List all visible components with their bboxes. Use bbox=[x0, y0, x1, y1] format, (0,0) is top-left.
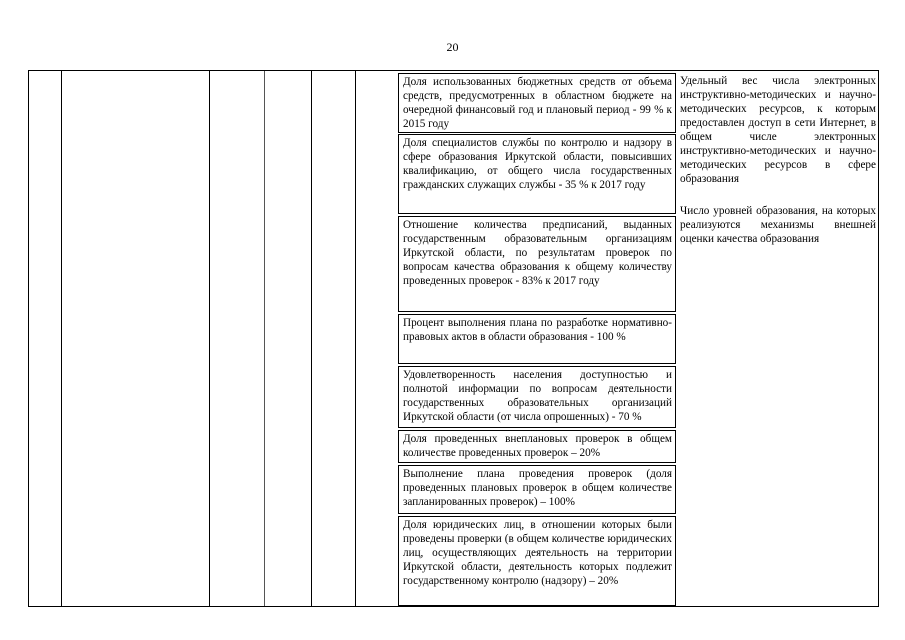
indicator-cell: Выполнение плана проведения проверок (доля проведенных плановых проверок в общем количестве запланированных проверок) – 100% bbox=[398, 465, 676, 514]
target-indicator-text: Число уровней образования, на которых реализуются механизмы внешней оценки качества образования bbox=[680, 205, 876, 245]
column-divider bbox=[28, 71, 29, 606]
indicator-cell: Доля юридических лиц, в отношении которых были проведены проверки (в общем количестве юридических лиц, осуществляющих деятельность на территории Иркутской области, деятельность которых подлежит государственному контролю (надзору) – 20% bbox=[398, 516, 676, 606]
indicator-cell: Доля специалистов службы по контролю и надзору в сфере образования Иркутской области, повысивших квалификацию, от общего числа государственных гражданских служащих службы - 35 % к 2017 году bbox=[398, 134, 676, 214]
column-divider bbox=[209, 71, 210, 606]
column-divider bbox=[311, 71, 312, 606]
column-divider bbox=[61, 71, 62, 606]
indicator-cell: Процент выполнения плана по разработке нормативно-правовых актов в области образования - 100 % bbox=[398, 314, 676, 364]
target-indicator-text: Удельный вес числа электронных инструктивно-методических и научно-методических ресурсов, к которым предоставлен доступ в сети Интернет, в общем числе электронных инструктивно-методических и научно-методических ресурсов в сфере образования bbox=[680, 75, 876, 185]
column-divider bbox=[264, 71, 265, 606]
target-indicators-column bbox=[676, 71, 879, 246]
indicator-cell: Доля проведенных внеплановых проверок в общем количестве проведенных проверок – 20% bbox=[398, 430, 676, 463]
program-table bbox=[28, 70, 879, 607]
indicator-cell: Отношение количества предписаний, выданных государственным образовательным организациям Иркутской области, по результатам проверок по вопросам качества образования к общему количеству проведенных проверок - 83% к 2017 году bbox=[398, 216, 676, 312]
indicator-cell: Доля использованных бюджетных средств от объема средств, предусмотренных в областном бюджете на очередной финансовый год и плановый период - 99 % к 2015 году bbox=[398, 73, 676, 133]
indicator-cell: Удовлетворенность населения доступностью и полнотой информации по вопросам деятельности государственных образовательных организаций Иркутской области (от числа опрошенных) - 70 % bbox=[398, 366, 676, 428]
column-divider bbox=[355, 71, 356, 606]
page-number: 20 bbox=[446, 40, 459, 54]
